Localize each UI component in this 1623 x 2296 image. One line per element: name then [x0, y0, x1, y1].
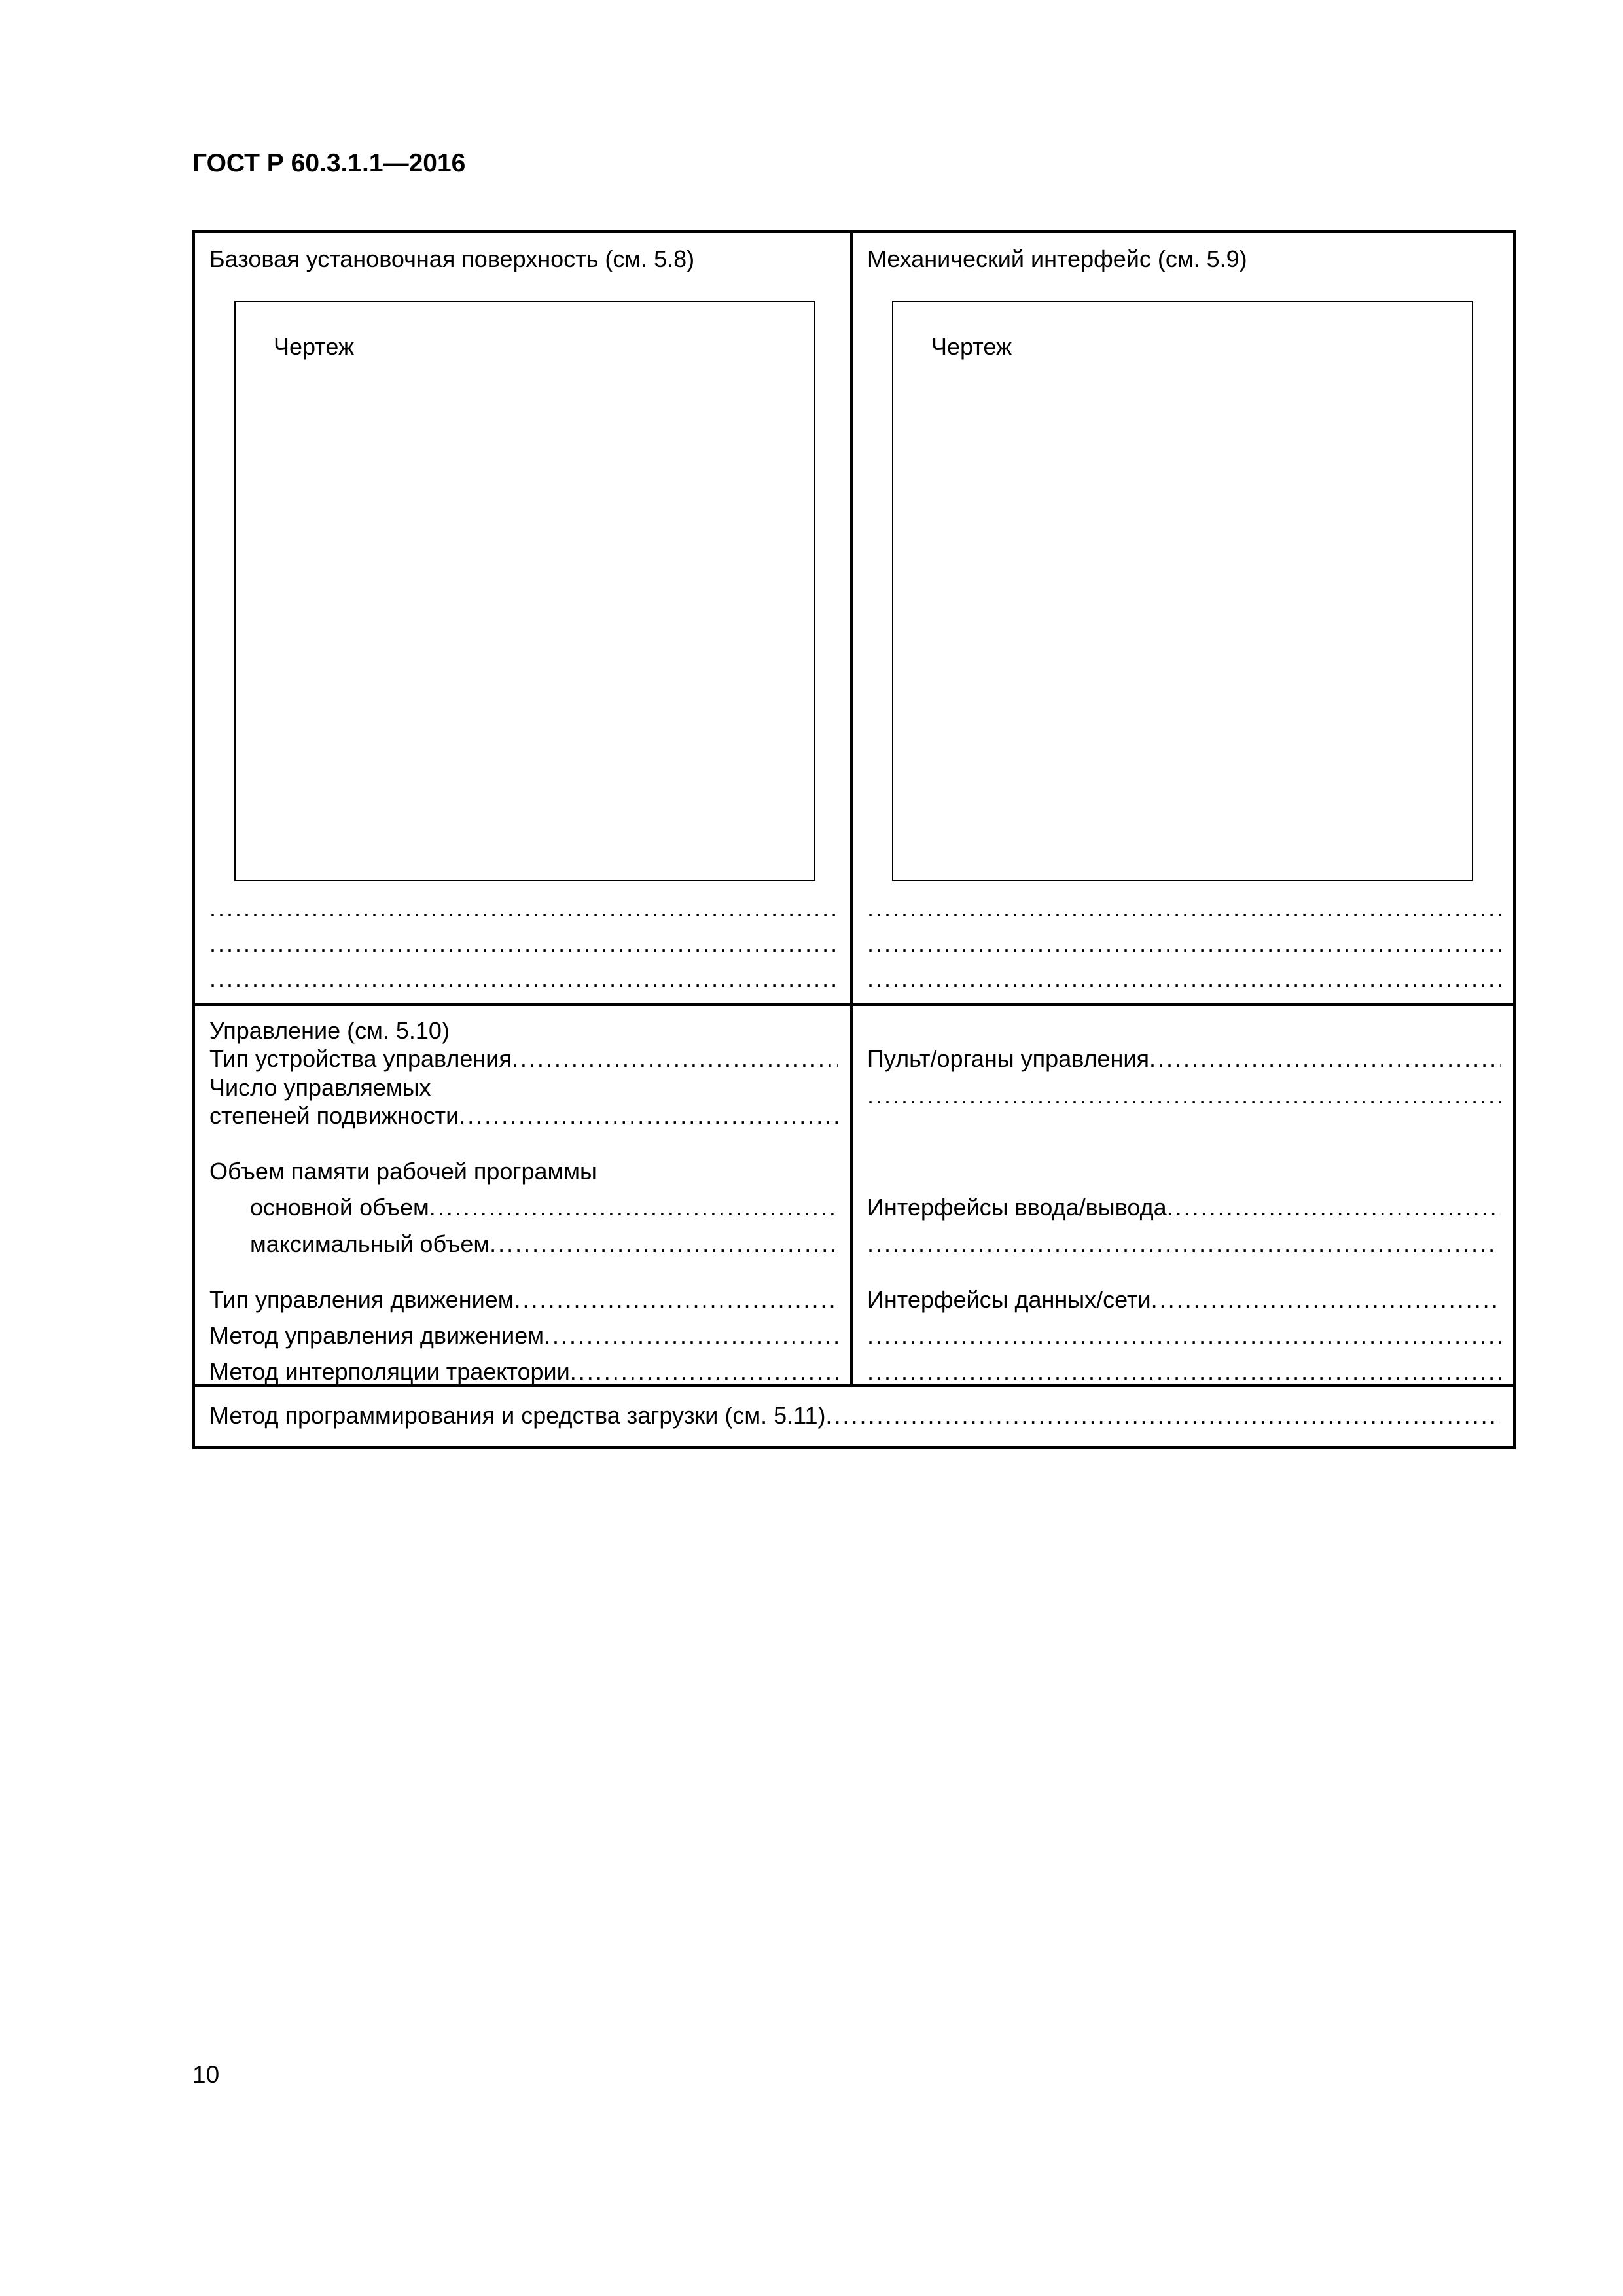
dof-field[interactable] — [209, 1102, 838, 1130]
mechanical-interface-cell — [853, 233, 1516, 1003]
dof-label-line2: степеней подвижности — [209, 1102, 459, 1129]
io-interfaces-label: Интерфейсы ввода/вывода — [867, 1194, 1167, 1221]
memory-basic-label: основной объем — [250, 1194, 429, 1221]
programming-cell — [195, 1387, 1513, 1446]
mounting-surface-title: Базовая установочная поверхность (см. 5.8) — [209, 245, 695, 272]
control-interfaces-cell — [853, 1006, 1516, 1384]
pendant-field[interactable] — [867, 1045, 1501, 1073]
drawing-label: Чертеж — [274, 333, 355, 360]
fill-line[interactable] — [867, 965, 1501, 994]
fill-line[interactable] — [867, 894, 1501, 923]
page-number: 10 — [192, 2061, 220, 2088]
specification-form-table — [192, 230, 1516, 1449]
mechanical-interface-title: Механический интерфейс (см. 5.9) — [867, 245, 1247, 272]
interpolation-method-field[interactable] — [209, 1357, 838, 1386]
control-title: Управление (см. 5.10) — [209, 1017, 450, 1044]
mechanical-interface-drawing-area[interactable] — [892, 301, 1473, 881]
fill-line[interactable] — [209, 894, 838, 923]
mounting-surface-drawing-area[interactable] — [234, 301, 815, 881]
io-interfaces-field[interactable] — [867, 1193, 1501, 1222]
document-header: ГОСТ Р 60.3.1.1—2016 — [192, 149, 466, 177]
memory-basic-field[interactable] — [250, 1193, 838, 1222]
fill-line[interactable] — [867, 1081, 1501, 1110]
motion-control-method-label: Метод управления движением — [209, 1322, 544, 1349]
motion-control-type-field[interactable] — [209, 1285, 838, 1314]
fill-line[interactable] — [867, 929, 1501, 958]
programming-field[interactable] — [209, 1401, 1500, 1430]
data-interfaces-field[interactable] — [867, 1285, 1501, 1314]
pendant-label: Пульт/органы управления — [867, 1045, 1150, 1072]
control-cell — [195, 1006, 850, 1384]
control-device-type-label: Тип устройства управления — [209, 1045, 512, 1072]
memory-title: Объем памяти рабочей программы — [209, 1158, 597, 1185]
programming-label: Метод программирования и средства загрузки (см. 5.11) — [209, 1402, 826, 1429]
drawing-label: Чертеж — [931, 333, 1012, 360]
fill-line[interactable] — [867, 1230, 1495, 1259]
dof-label-line1: Число управляемых — [209, 1074, 431, 1101]
fill-line[interactable] — [209, 929, 838, 958]
motion-control-method-field[interactable] — [209, 1321, 838, 1350]
memory-max-field[interactable] — [250, 1230, 838, 1259]
mounting-surface-cell — [195, 233, 850, 1003]
fill-line[interactable] — [867, 1321, 1501, 1350]
control-device-type-field[interactable] — [209, 1045, 838, 1073]
data-interfaces-label: Интерфейсы данных/сети — [867, 1286, 1151, 1313]
interpolation-method-label: Метод интерполяции траектории — [209, 1358, 570, 1385]
motion-control-type-label: Тип управления движением — [209, 1286, 514, 1313]
fill-line[interactable] — [867, 1357, 1501, 1386]
memory-max-label: максимальный объем — [250, 1230, 490, 1257]
fill-line[interactable] — [209, 965, 838, 994]
